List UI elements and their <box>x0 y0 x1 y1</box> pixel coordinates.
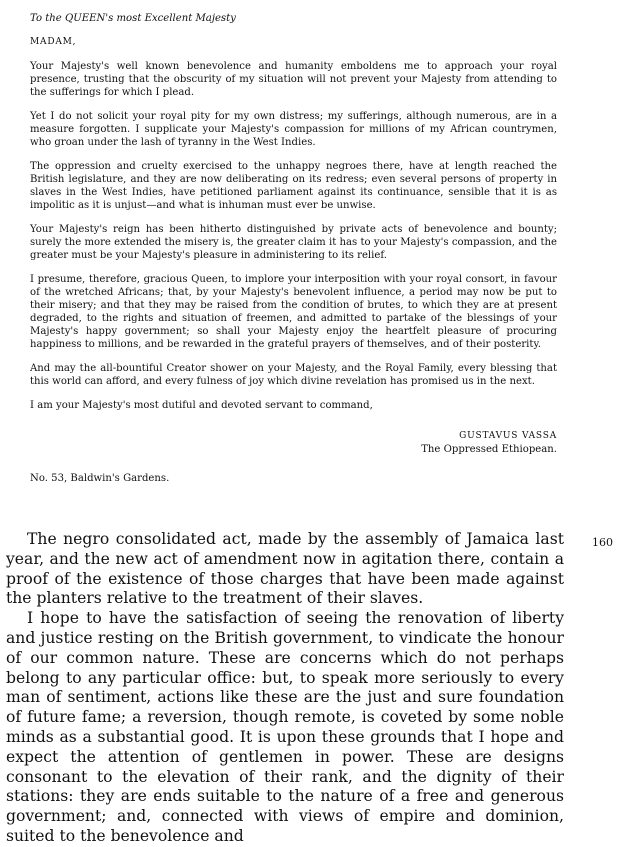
letter-address: To the QUEEN's most Excellent Majesty <box>30 13 236 24</box>
signature-name: GUSTAVUS VASSA <box>459 431 557 441</box>
letter-block <box>30 12 557 495</box>
body-text <box>6 530 564 847</box>
letter-paragraph: The oppression and cruelty exercised to the unhappy negroes there, have at length reached the British legislature, and they are now deliberating on its redress; even several persons of property in slaves in the West Indies, have petitioned parliament against its continuance, sensible that it is as impolitic as it is unjust—and what is inhuman must ever be unwise. <box>30 161 557 211</box>
letter-paragraph: Your Majesty's reign has been hitherto distinguished by private acts of benevolence and bounty; surely the more extended the misery is, the greater claim it has to your Majesty's compassion, and the greater must be your Majesty's pleasure in administering to its relief. <box>30 224 557 261</box>
letter-paragraph: I presume, therefore, gracious Queen, to implore your interposition with your royal consort, in favour of the wretched Africans; that, by your Majesty's benevolent influence, a period may now be put to their misery; and that they may be raised from the condition of brutes, to which they are at present degraded, to the rights and situation of freemen, and admitted to partake of the blessings of your Majesty's happy government; so shall your Majesty enjoy the heartfelt pleasure of procuring happiness to millions, and be rewarded in the grateful prayers of themselves, and of their posterity. <box>30 274 557 350</box>
letter-closing: I am your Majesty's most dutiful and devoted servant to command, <box>30 400 373 411</box>
letter-paragraph: And may the all-bountiful Creator shower on your Majesty, and the Royal Family, every blessing that this world can afford, and every fulness of joy which divine revelation has promised us in the next. <box>30 363 557 387</box>
signature-title: The Oppressed Ethiopean. <box>421 444 557 455</box>
body-paragraph: I hope to have the satisfaction of seeing the renovation of liberty and justice resting on the British government, to vindicate the honour of our common nature. These are concerns which do not perhaps belong to any particular office: but, to speak more seriously to every man of sentiment, actions like these are the just and sure foundation of future fame; a reversion, though remote, is coveted by some noble minds as a substantial good. It is upon these grounds that I hope and expect the attention of gentlemen in power. These are designs consonant to the elevation of their rank, and the dignity of their stations: they are ends suitable to the nature of a free and generous government; and, connected with views of empire and dominion, suited to the benevolence and <box>6 609 564 845</box>
street-address: No. 53, Baldwin's Gardens. <box>30 473 170 484</box>
letter-paragraph: Yet I do not solicit your royal pity for my own distress; my sufferings, although numerous, are in a measure forgotten. I supplicate your Majesty's compassion for millions of my African countrymen, who groan under the lash of tyranny in the West Indies. <box>30 111 557 148</box>
body-paragraph: The negro consolidated act, made by the assembly of Jamaica last year, and the new act of amendment now in agitation there, contain a proof of the existence of those charges that have been made against the planters relative to the treatment of their slaves. <box>6 530 564 608</box>
page-number: 160 <box>592 536 613 549</box>
letter-paragraph: Your Majesty's well known benevolence and humanity emboldens me to approach your royal presence, trusting that the obscurity of my situation will not prevent your Majesty from attending to the sufferings for which I plead. <box>30 61 557 98</box>
letter-salutation: MADAM, <box>30 37 77 47</box>
